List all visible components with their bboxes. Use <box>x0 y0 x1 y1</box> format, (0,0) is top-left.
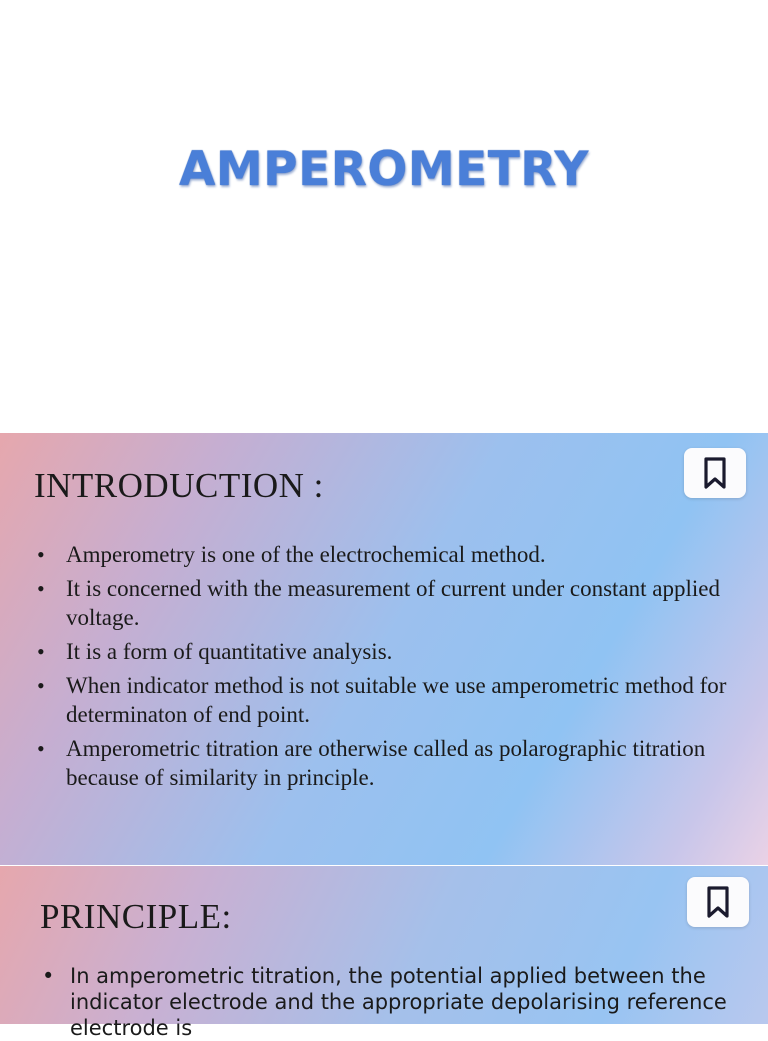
bookmark-button[interactable] <box>687 877 749 927</box>
introduction-slide <box>0 433 768 865</box>
list-item: • In amperometric titration, the potential applied between the indicator electrode and the appropriate depolarising reference electrode is <box>42 964 727 1040</box>
introduction-heading: INTRODUCTION : <box>34 466 324 505</box>
principle-bullet-list <box>40 963 750 1041</box>
introduction-bullet-list <box>34 540 759 797</box>
list-item: • It is a form of quantitative analysis. <box>37 639 393 664</box>
bullet-text: In amperometric titration, the potential applied between the indicator electrode and the appropriate depolarising reference electrode is <box>70 964 727 1040</box>
list-item: • Amperometry is one of the electrochemical method. <box>37 542 546 567</box>
bookmark-icon <box>703 885 733 919</box>
principle-slide <box>0 866 768 1040</box>
bullet-text: When indicator method is not suitable we use amperometric method for determinaton of end point. <box>66 673 727 727</box>
bookmark-icon <box>700 456 730 490</box>
bullet-text: Amperometry is one of the electrochemical method. <box>66 542 546 567</box>
list-item: • When indicator method is not suitable we use amperometric method for determinaton of end point. <box>37 673 727 727</box>
bookmark-button[interactable] <box>684 448 746 498</box>
title-slide <box>0 0 768 433</box>
list-item: • It is concerned with the measurement of current under constant applied voltage. <box>37 576 720 630</box>
principle-heading: PRINCIPLE: <box>40 897 232 936</box>
bullet-text: It is a form of quantitative analysis. <box>66 639 393 664</box>
page-title: AMPEROMETRY <box>179 142 589 197</box>
bullet-text: It is concerned with the measurement of current under constant applied voltage. <box>66 576 720 630</box>
bullet-text: Amperometric titration are otherwise called as polarographic titration because of similarity in principle. <box>66 736 706 790</box>
list-item: • Amperometric titration are otherwise called as polarographic titration because of similarity in principle. <box>37 736 706 790</box>
